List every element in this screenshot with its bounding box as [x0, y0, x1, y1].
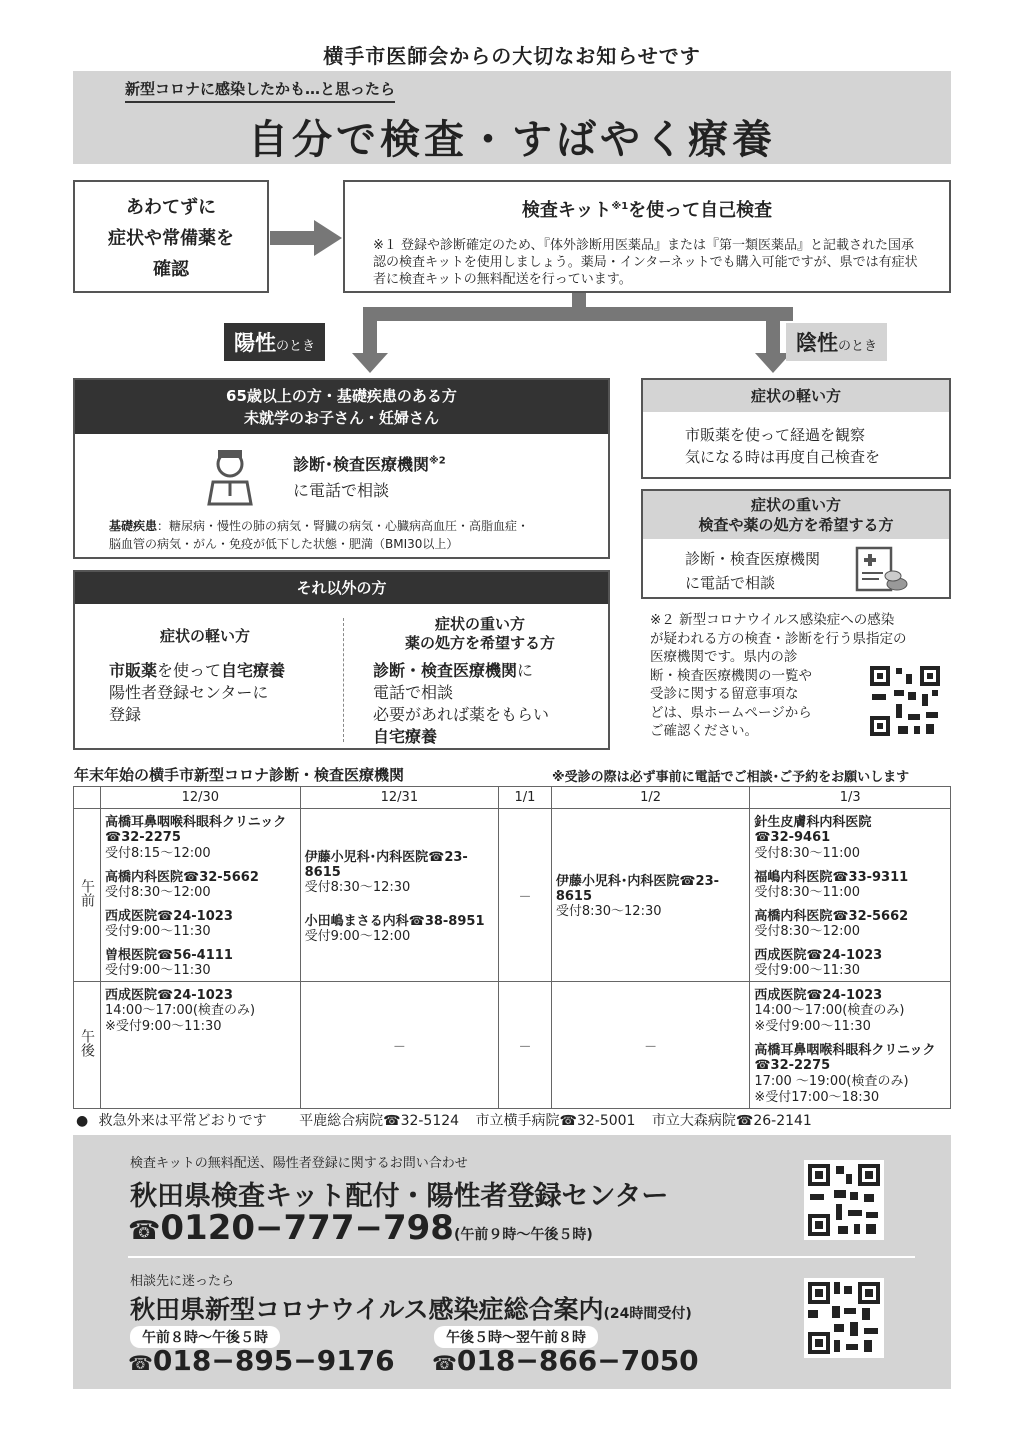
- arrow-right-icon: [270, 220, 342, 256]
- contact2-time1: 午前８時～午後５時: [130, 1326, 280, 1348]
- table-header-row: [74, 787, 951, 809]
- others-mild-head: 症状の軽い方: [160, 627, 251, 645]
- date-header: 12/31: [300, 787, 498, 809]
- contact2-name: 秋田県新型コロナウイルス感染症総合案内(24時間受付): [130, 1295, 692, 1324]
- date-header: 1/3: [750, 787, 951, 809]
- hero-subtitle: 新型コロナに感染したかも…と思ったら: [125, 78, 395, 103]
- cell-0103-am: 針生皮膚科内科医院 ☎32-9461 受付8:30～11:00 福嶋内科医院☎33-9311 受付8:30～11:00 高橋内科医院☎32-5662 受付8:30～12:00 西成医院☎24-1023 受付9:00～11:30: [750, 809, 951, 982]
- cell-0102-am: 伊藤小児科･内科医院☎23-8615 受付8:30～12:30: [551, 809, 749, 982]
- table-row-am: [74, 809, 951, 982]
- step1-line: 確認: [153, 259, 189, 280]
- phone-icon: ☎: [432, 1351, 457, 1375]
- negative-severe-box: [641, 489, 951, 599]
- cell-0101-pm: －: [499, 982, 552, 1109]
- cell-0103-pm: 西成医院☎24-1023 14:00～17:00(検査のみ) ※受付9:00～11:30 高橋耳鼻咽喉科眼科クリニック ☎32-2275 17:00 ～19:00(検査のみ) ※受付17:00～18:30: [750, 982, 951, 1109]
- positive-tag: 陽性のとき: [224, 323, 325, 361]
- pm-label: 午後: [74, 982, 101, 1109]
- table-header-corner: [74, 787, 101, 809]
- table-row-pm: [74, 982, 951, 1109]
- contact-divider: [128, 1256, 915, 1258]
- divider: [343, 618, 344, 742]
- negative-severe-head: 症状の重い方 検査や薬の処方を希望する方: [643, 491, 949, 539]
- high-risk-action: 診断･検査医療機関$^{※2}$: [293, 455, 446, 474]
- high-risk-box: [73, 378, 610, 559]
- others-box: [73, 570, 610, 750]
- qr-code-icon[interactable]: [804, 1278, 884, 1358]
- phone-icon: ☎: [128, 1351, 153, 1375]
- contact2-time2: 午後５時～翌午前８時: [434, 1326, 598, 1348]
- cell-0101-am: －: [499, 809, 552, 982]
- kit-note: ※１ 登録や診断確定のため、『体外診断用医薬品』または『第一類医薬品』と記載された国承認の検査キットを使用しましょう。薬局・インターネットでも購入可能ですが、県では有症状者に検査キットの無料配送を行っています。: [373, 238, 918, 287]
- negative-tag: 陰性のとき: [786, 323, 887, 361]
- contact1-label: 検査キットの無料配送、陽性者登録に関するお問い合わせ: [130, 1156, 468, 1171]
- others-head: それ以外の方: [75, 572, 608, 604]
- designated-clinic-note: ※２ 新型コロナウイルス感染症への感染 が疑われる方の検査・診断を行う県指定の 医療機関です。県内の診 断・検査医療機関の一覧や 受診に関する留意事項な どは、県ホームページから ご確認ください。: [650, 612, 907, 739]
- step1-line: 症状や常備薬を: [108, 228, 234, 249]
- cell-1231-pm: －: [300, 982, 498, 1109]
- high-risk-head: 65歳以上の方・基礎疾患のある方 未就学のお子さん・妊婦さん: [75, 380, 608, 434]
- contact1-tel[interactable]: ☎0120−777−798(午前９時～午後５時): [128, 1208, 593, 1248]
- date-header: 12/30: [101, 787, 301, 809]
- contact2-tel2[interactable]: ☎018−866−7050: [432, 1344, 699, 1377]
- schedule-table: [73, 786, 951, 1109]
- negative-severe-text: 診断・検査医療機関 に電話で相談: [685, 550, 821, 592]
- date-header: 1/1: [499, 787, 552, 809]
- negative-mild-head: 症状の軽い方: [643, 380, 949, 412]
- high-risk-action2: に電話で相談: [293, 481, 390, 500]
- cell-1230-am: 高橋耳鼻咽喉科眼科クリニック ☎32-2275 受付8:15～12:00 高橋内科医院☎32-5662 受付8:30～12:00 西成医院☎24-1023 受付9:00～11:30 曽根医院☎56-4111 受付9:00～11:30: [101, 809, 301, 982]
- negative-mild-text: 市販薬を使って経過を観察 気になる時は再度自己検査を: [685, 426, 881, 466]
- qr-code-icon[interactable]: [868, 664, 942, 738]
- disease-list: 基礎疾患：糖尿病・慢性の肺の病気・腎臓の病気・心臓病高血圧・高脂血症・ 脳血管の病気・がん・免疫が低下した状態・肥満（BMI30以上）: [109, 519, 530, 551]
- emergency-line: ● 救急外来は平常どおりです 平鹿総合病院☎32-5124 市立横手病院☎32-5001 市立大森病院☎26-2141: [76, 1113, 812, 1129]
- cell-0102-pm: －: [551, 982, 749, 1109]
- negative-mild-box: [641, 378, 951, 479]
- others-mild-text: 市販薬を使って自宅療養 陽性者登録センターに 登録: [109, 661, 286, 724]
- contact2-tel1[interactable]: ☎018−895−9176: [128, 1344, 395, 1377]
- bullet-icon: ●: [76, 1113, 89, 1129]
- kit-title: 検査キット$^{※1}$を使って自己検査: [521, 200, 773, 221]
- qr-code-icon[interactable]: [804, 1160, 884, 1240]
- contact2-label: 相談先に迷ったら: [130, 1274, 235, 1289]
- date-header: 1/2: [551, 787, 749, 809]
- step1-line: あわてずに: [126, 197, 216, 218]
- others-severe-head: 症状の重い方 薬の処方を希望する方: [404, 615, 555, 652]
- step-self-test: [343, 180, 951, 293]
- prescription-icon: [853, 546, 909, 594]
- schedule-title: 年末年始の横手市新型コロナ診断・検査医療機関: [74, 766, 405, 784]
- am-label: 午前: [74, 809, 101, 982]
- schedule-note: ※受診の際は必ず事前に電話でご相談･ご予約をお願いします: [552, 770, 910, 785]
- hero-title: 自分で検査・すばやく療養: [248, 117, 776, 163]
- cell-1230-pm: 西成医院☎24-1023 14:00～17:00(検査のみ) ※受付9:00～11:30: [101, 982, 301, 1109]
- step-check-symptoms: [73, 180, 269, 293]
- branch-arrows: [350, 293, 800, 378]
- cell-1231-am: 伊藤小児科･内科医院☎23-8615 受付8:30～12:30 小田嶋まさる内科☎38-8951 受付9:00～12:00: [300, 809, 498, 982]
- others-severe-text: 診断・検査医療機関に 電話で相談 必要があれば薬をもらい 自宅療養: [373, 661, 550, 746]
- doctor-icon: [205, 446, 255, 506]
- top-notice: 横手市医師会からの大切なお知らせです: [323, 44, 701, 68]
- phone-icon: ☎: [128, 1216, 161, 1246]
- contact1-name: 秋田県検査キット配付・陽性者登録センター: [130, 1181, 669, 1212]
